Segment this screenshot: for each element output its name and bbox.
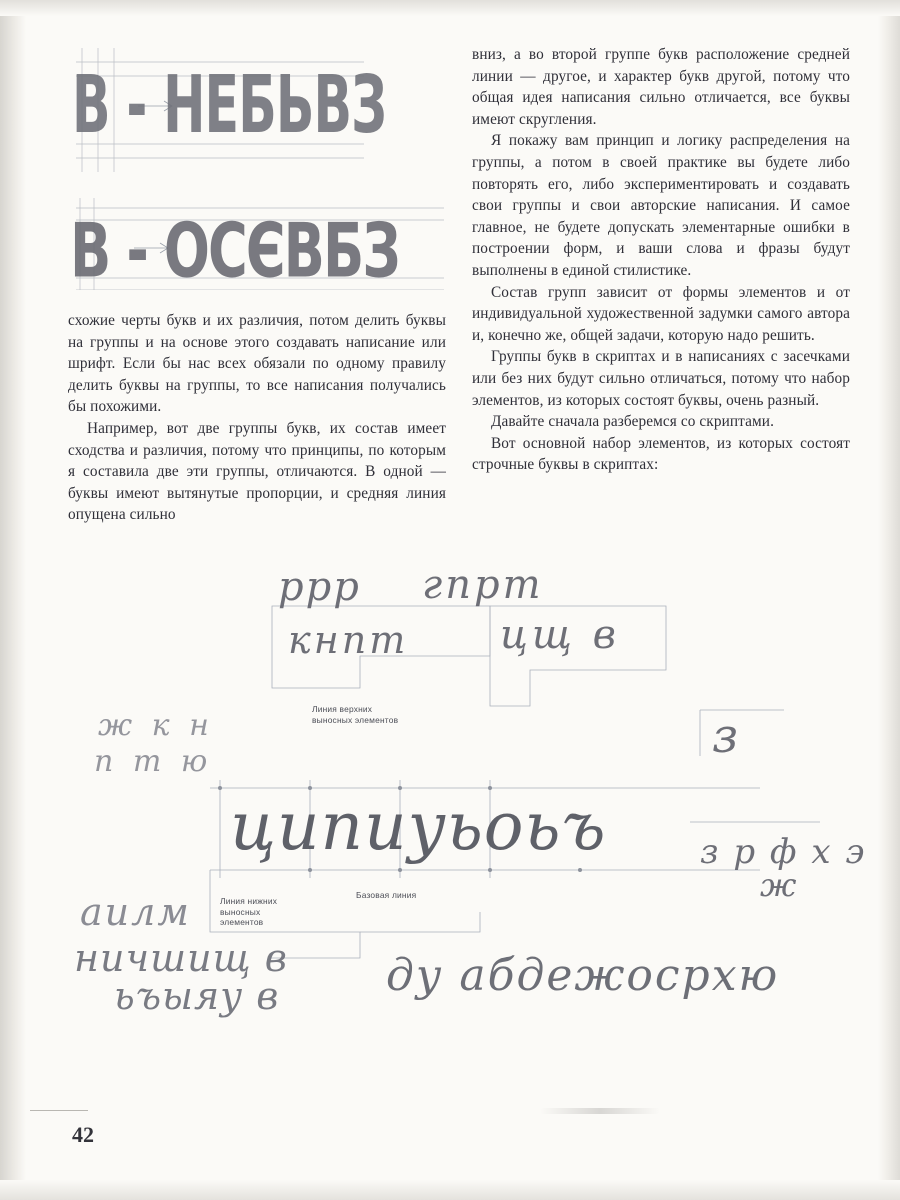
body-text-column-right (472, 44, 850, 476)
sample-gprt: гпрт (422, 562, 544, 608)
sample-cshv: цщ в (500, 612, 620, 658)
body-text-column-left (68, 310, 446, 526)
label-lower-descender-line: Линия нижних выносных элементов (220, 896, 278, 927)
sample-z: з (712, 708, 739, 764)
paragraph-right-1: вниз, а во второй группе букв расположение средней линии — другое, и характер букв другой, потому что общая идея написания сильно отличается, все буквы имеют скругления. (472, 46, 850, 128)
label-upper-ascender-line: Линия верхних выносных элементов (312, 704, 399, 725)
page-edge-bottom (0, 1180, 900, 1200)
page-edge-left (0, 0, 26, 1200)
sample-main-row: ципиуьоьъ (230, 788, 607, 865)
figure-script-elements (60, 560, 867, 1030)
sample-zh: ж (760, 866, 797, 904)
footer-rule (30, 1110, 88, 1111)
footer-smudge (540, 1108, 660, 1114)
sample-chybyauv: ьъыяу в (114, 974, 280, 1018)
sample-ptyu: п т ю (94, 744, 213, 779)
sample-nichish: ничшищ в (74, 936, 288, 980)
sample-knpt: кнпт (288, 618, 409, 662)
page-edge-right (878, 0, 900, 1200)
paragraph-right-3: Состав групп зависит от формы элементов и от индивидуальной художественной задумки самого автора и, конечно же, общей задачи, которую надо решить. (472, 283, 850, 344)
sample-zhkn: ж к н (98, 708, 214, 743)
paragraph-left-1: схожие черты букв и их различия, потом делить буквы на группы и на основе этого создавать написание или шрифт. Если бы нас всех обязали по одному правилу делить буквы на группы, то все написания получались бы похожими. (68, 312, 446, 416)
paragraph-right-2: Я покажу вам принцип и логику распределения на группы, а потом в своей практике вы будете либо повторять его, либо экспериментировать и создавать свои группы и свои авторские написания. И самое главное, не будете допускать элементарные ошибки в построении форм, и ваши слова и фразы будут выполнены в единой стилистике. (472, 132, 850, 279)
page-number: 42 (72, 1122, 94, 1147)
page-edge-top (0, 0, 900, 16)
lettering-row-2: В - ОСЄВБЗ (70, 208, 399, 296)
paragraph-right-4: Группы букв в скриптах и в написаниях с засечками или без них будут сильно отличаться, потому что набор элементов, из которых состоят буквы, очень разный. (472, 348, 850, 409)
sample-ailm: аилм (80, 890, 191, 934)
lettering-row-1: В - НЕБЬВЗ (72, 58, 387, 151)
paragraph-right-6: Вот основной набор элементов, из которых состоят строчные буквы в скриптах: (472, 434, 850, 474)
label-baseline: Базовая линия (356, 890, 417, 900)
figure-constructed-letters (64, 40, 460, 296)
paragraph-left-2: Например, вот две группы букв, их состав имеет сходства и различия, потому что принципы, по которым я составила две эти группы, отличаются. В одной — буквы имеют вытянутые пропорции, и средняя линия опущена сильно (68, 419, 446, 524)
sample-prr: ррр (278, 564, 361, 610)
sample-duabc: ду абдежосрхю (386, 950, 780, 1001)
paragraph-right-5: Давайте сначала разберемся со скриптами. (491, 413, 775, 431)
sample-zrfhe: з р ф х э (700, 832, 867, 872)
